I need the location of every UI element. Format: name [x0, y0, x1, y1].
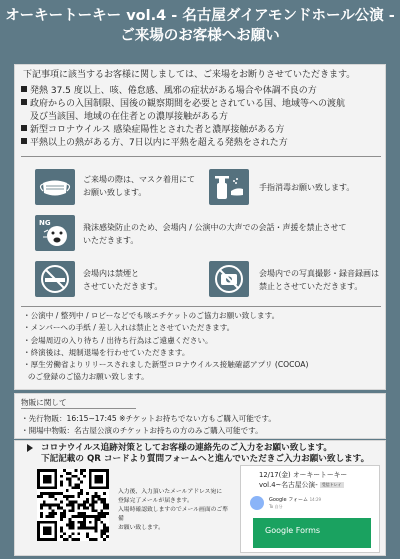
ng-label: NG [39, 219, 51, 227]
list-item: ・厚生労働省よりリリースされました新型コロナウイルス接触確認アプリ (COCOA) [23, 360, 309, 370]
sanitizer-icon [209, 169, 249, 205]
qr-code[interactable] [37, 469, 109, 541]
goods-during: ・開場中物販：名古屋公演のチケットお持ちの方のみご購入可能です。 [21, 426, 263, 435]
goods-panel [14, 393, 386, 439]
condition-covid-contact: 新型コロナウイルス 感染症陽性とされた者と濃厚接触がある方 [21, 124, 381, 137]
request-mask: ご来場の際は、マスク着用にて お願い致します。 [83, 175, 195, 197]
inbox-badge: 受信トレイ [321, 482, 342, 487]
qr-note: 入力後、入力頂いたメールアドレス宛に 登録完了メールが届きます。 入場時確認致しますのでメール画面のご準備 お願い致します。 [118, 489, 229, 531]
sender-avatar [250, 496, 264, 510]
email-subject: vol.4~名古屋公演- 受信トレイ [259, 481, 342, 489]
list-item: ・会場周辺の入り待ち / 出待ち行為はご遠慮ください。 [23, 335, 213, 345]
no-talking-icon [35, 215, 75, 251]
condition-fever: 発熱 37.5 度以上、咳、倦怠感、風邪の症状がある場合や体調不良の方 [21, 85, 381, 98]
request-no-smoking: 会場内は禁煙と させていただきます。 [83, 269, 163, 291]
contact-tracing-title: コロナウイルス追跡対策としてお客様の連絡先のご入力をお願い致します。 下記記載の QR コードより質問フォームへと進んでいただきご入力お願い致します。 [41, 443, 391, 464]
divider [21, 306, 381, 307]
list-item: のご登録のご協力お願い致します。 [23, 372, 149, 382]
etiquette-list [23, 310, 383, 384]
notice-intro: 下記事項に該当するお客様に関しましては、ご来場をお断りさせていただきます。 [23, 70, 356, 80]
goods-presale: ・先行物販：16:15~17:45 ※チケットお持ちでない方もご購入可能です。 [21, 414, 276, 423]
list-item: ・公演中 / 整列中 / ロビーなどでも咳エチケットのご協力お願い致します。 [23, 311, 280, 320]
arrow-right-icon [27, 444, 33, 452]
mask-icon [35, 169, 75, 205]
email-preview [240, 465, 380, 553]
divider [21, 156, 381, 157]
condition-travel-cont: 及び当該国、地域の在住者との濃厚接触がある方 [30, 112, 229, 122]
request-sanitize: 手指消毒お願い致します。 [259, 183, 355, 192]
condition-travel: 政府からの入国制限、国後の観察期間を必要とされている国、地域等への渡航 [21, 98, 381, 111]
google-forms-banner: Google Forms [253, 518, 371, 548]
notice-panel [14, 64, 386, 390]
title-line-2: ご来場のお客様へお願い [120, 28, 280, 44]
page-title [0, 6, 400, 46]
email-recipient: To 自分 [269, 504, 283, 509]
title-line-1: オーキートーキー vol.4 - 名古屋ダイアモンドホール公演 - [5, 8, 395, 24]
request-no-recording: 会場内での写真撮影・録音録画は 禁止とさせていただきます。 [259, 269, 379, 291]
list-item: ・終演後は、規制退場を行わせていただきます。 [23, 347, 190, 357]
request-no-talking: 飛沫感染防止のため、会場内 / 公演中の大声での会話・声援を禁止させて いただきます。 [83, 223, 347, 245]
no-smoking-icon [35, 261, 75, 297]
list-item: ・メンバーへの手紙 / 差し入れは禁止とさせていただきます。 [23, 323, 235, 333]
contact-tracing-panel [14, 440, 386, 556]
email-sender: Google フォーム 14:29 [269, 497, 322, 503]
no-camera-icon [209, 261, 249, 297]
divider [21, 408, 136, 409]
email-date: 12/17(金) オーキートーキー [259, 471, 348, 479]
condition-temperature: 平熱以上の熱がある方、7日以内に平熱を超える発熱をされた方 [21, 137, 381, 150]
goods-heading: 物販に関して [21, 398, 67, 407]
